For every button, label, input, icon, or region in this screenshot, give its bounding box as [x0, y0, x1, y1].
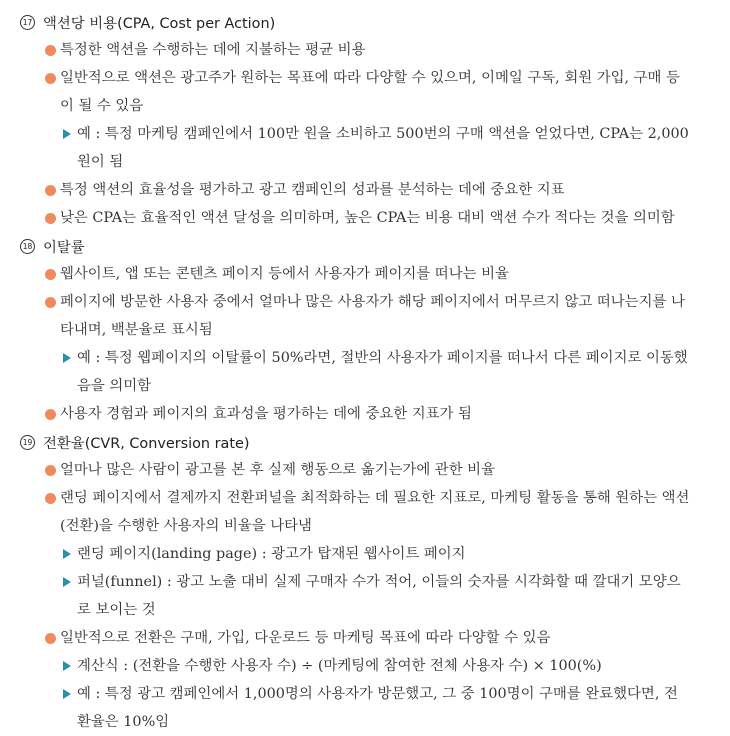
bullet-text: 사용자 경험과 페이지의 효과성을 평가하는 데에 중요한 지표가 됨 [60, 406, 472, 422]
orange-bullet-icon [45, 297, 56, 308]
bullet-text: 페이지에 방문한 사용자 중에서 얼마나 많은 사용자가 해당 페이지에서 머무르지 않고 떠나는지를 나타내며, 백분율로 표시됨 [60, 294, 685, 338]
sub-bullet-item [0, 120, 730, 176]
bullet-item [0, 64, 730, 120]
blue-triangle-icon [63, 549, 71, 559]
circled-number: 17 [20, 15, 35, 30]
orange-bullet-icon [45, 409, 56, 420]
sub-bullet-text: 예 : 특정 광고 캠페인에서 1,000명의 사용자가 방문했고, 그 중 100명이 구매를 완료했다면, 전환율은 10%임 [77, 686, 678, 730]
bullet-text: 랜딩 페이지에서 결제까지 전환퍼널을 최적화하는 데 필요한 지표로, 마케팅 활동을 통해 원하는 액션(전환)을 수행한 사용자의 비율을 나타냄 [60, 490, 690, 534]
section-title: 이탈률 [43, 239, 85, 256]
orange-bullet-icon [45, 213, 56, 224]
section-cpa [0, 8, 730, 232]
bullet-item [0, 176, 730, 204]
orange-bullet-icon [45, 465, 56, 476]
sub-bullet-item [0, 540, 730, 568]
bullet-item [0, 624, 730, 652]
section-heading [0, 428, 730, 456]
circled-number: 18 [20, 239, 35, 254]
bullet-item [0, 204, 730, 232]
sub-bullet-item [0, 652, 730, 680]
sub-bullet-item [0, 344, 730, 400]
section-heading [0, 232, 730, 260]
bullet-text: 특정 액션의 효율성을 평가하고 광고 캠페인의 성과를 분석하는 데에 중요한 지표 [60, 182, 565, 198]
bullet-item [0, 288, 730, 344]
bullet-text: 일반적으로 액션은 광고주가 원하는 목표에 따라 다양할 수 있으며, 이메일 구독, 회원 가입, 구매 등이 될 수 있음 [60, 70, 680, 114]
section-title: 전환율(CVR, Conversion rate) [43, 435, 250, 452]
bullet-item [0, 456, 730, 484]
orange-bullet-icon [45, 45, 56, 56]
bullet-text: 일반적으로 전환은 구매, 가입, 다운로드 등 마케팅 목표에 따라 다양할 수 있음 [60, 630, 551, 646]
sub-bullet-text: 예 : 특정 마케팅 캠페인에서 100만 원을 소비하고 500번의 구매 액션을 얻었다면, CPA는 2,000원이 됨 [77, 126, 689, 170]
bullet-item [0, 36, 730, 64]
blue-triangle-icon [63, 353, 71, 363]
sub-bullet-text: 예 : 특정 웹페이지의 이탈률이 50%라면, 절반의 사용자가 페이지를 떠나서 다른 페이지로 이동했음을 의미함 [77, 350, 688, 394]
orange-bullet-icon [45, 493, 56, 504]
section-title: 액션당 비용(CPA, Cost per Action) [43, 15, 276, 32]
sub-bullet-item [0, 568, 730, 624]
bullet-text: 얼마나 많은 사람이 광고를 본 후 실제 행동으로 옮기는가에 관한 비율 [60, 462, 495, 478]
sub-bullet-text: 퍼널(funnel) : 광고 노출 대비 실제 구매자 수가 적어, 이들의 숫자를 시각화할 때 깔대기 모양으로 보이는 것 [77, 574, 681, 618]
sub-bullet-text: 랜딩 페이지(landing page) : 광고가 탑재된 웹사이트 페이지 [77, 546, 466, 562]
section-heading [0, 8, 730, 36]
sub-bullet-item [0, 680, 730, 736]
bullet-text: 낮은 CPA는 효율적인 액션 달성을 의미하며, 높은 CPA는 비용 대비 액션 수가 적다는 것을 의미함 [60, 210, 675, 226]
blue-triangle-icon [63, 577, 71, 587]
orange-bullet-icon [45, 185, 56, 196]
blue-triangle-icon [63, 661, 71, 671]
orange-bullet-icon [45, 633, 56, 644]
orange-bullet-icon [45, 73, 56, 84]
bullet-text: 웹사이트, 앱 또는 콘텐츠 페이지 등에서 사용자가 페이지를 떠나는 비율 [60, 266, 509, 282]
bullet-text: 특정한 액션을 수행하는 데에 지불하는 평균 비용 [60, 42, 366, 58]
section-cvr [0, 428, 730, 736]
blue-triangle-icon [63, 129, 71, 139]
bullet-item [0, 484, 730, 540]
section-bounce-rate [0, 232, 730, 428]
bullet-item [0, 400, 730, 428]
sub-bullet-text: 계산식 : (전환을 수행한 사용자 수) ÷ (마케팅에 참여한 전체 사용자 수) × 100(%) [77, 658, 602, 674]
blue-triangle-icon [63, 689, 71, 699]
circled-number: 19 [20, 435, 35, 450]
bullet-item [0, 260, 730, 288]
orange-bullet-icon [45, 269, 56, 280]
